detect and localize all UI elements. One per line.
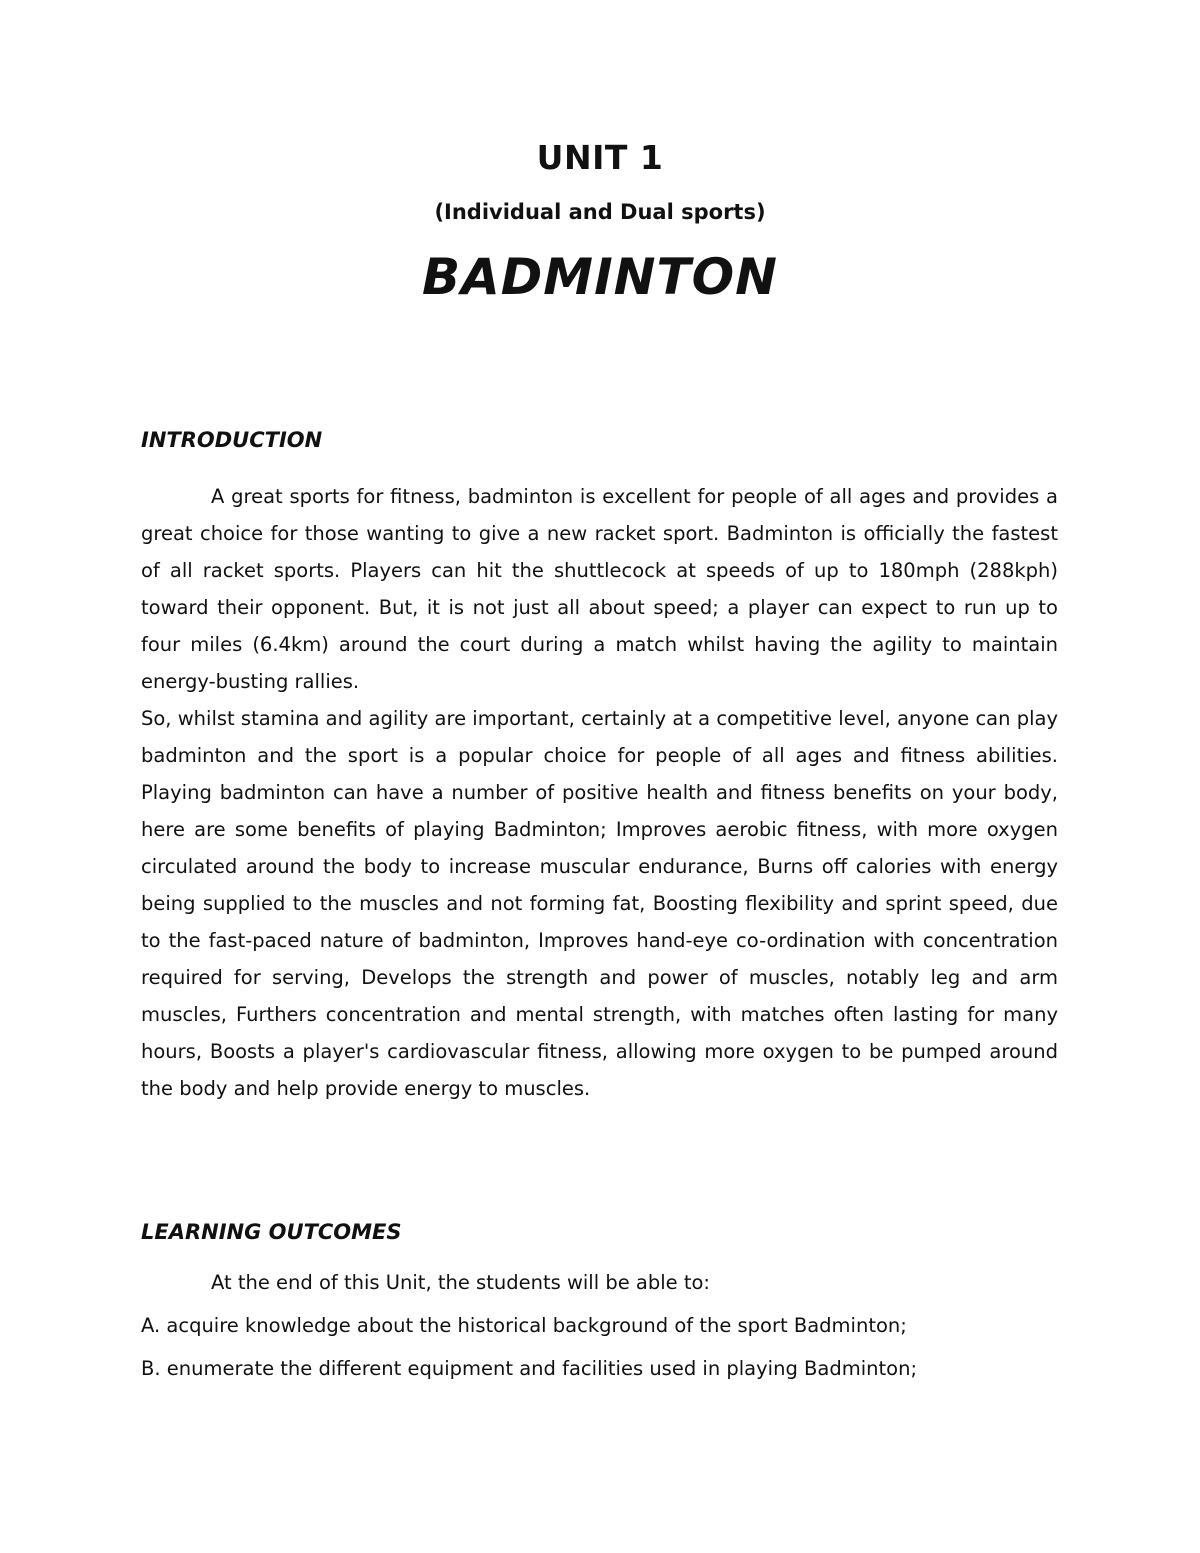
learning-outcomes-heading: LEARNING OUTCOMES <box>141 1220 402 1244</box>
introduction-heading: INTRODUCTION <box>141 428 323 452</box>
learning-outcome-item: A. acquire knowledge about the historical background of the sport Badminton; <box>141 1314 907 1337</box>
unit-title: UNIT 1 <box>536 138 664 177</box>
learning-outcome-item: B. enumerate the different equipment and facilities used in playing Badminton; <box>141 1357 918 1380</box>
introduction-paragraph-2: So, whilst stamina and agility are important, certainly at a competitive level, anyone can play badminton and the sport is a popular choice for people of all ages and fitness abilities. Playing badminton can have a number of positive health and fitness benefits on your body, here are some benefits of playing Badminton; Improves aerobic fitness, with more oxygen circulated around the body to increase muscular endurance, Burns off calories with energy being supplied to the muscles and not forming fat, Boosting flexibility and sprint speed, due to the fast-paced nature of badminton, Improves hand-eye co-ordination with concentration required for serving, Develops the strength and power of muscles, notably leg and arm muscles, Furthers concentration and mental strength, with matches often lasting for many hours, Boosts a player's cardiovascular fitness, allowing more oxygen to be pumped around the body and help provide energy to muscles. <box>141 707 1058 1100</box>
introduction-paragraph-1: A great sports for fitness, badminton is excellent for people of all ages and provides a great choice for those wanting to give a new racket sport. Badminton is officially the fastest of all racket sports. Players can hit the shuttlecock at speeds of up to 180mph (288kph) toward their opponent. But, it is not just all about speed; a player can expect to run up to four miles (6.4km) around the court during a match whilst having the agility to maintain energy-busting rallies. <box>141 485 1058 693</box>
learning-outcomes-body <box>141 1261 1058 1390</box>
learning-outcomes-lead: At the end of this Unit, the students will be able to: <box>211 1271 711 1294</box>
unit-subtitle: (Individual and Dual sports) <box>434 200 766 224</box>
introduction-body <box>141 478 1058 1107</box>
sport-title: BADMINTON <box>422 248 778 306</box>
